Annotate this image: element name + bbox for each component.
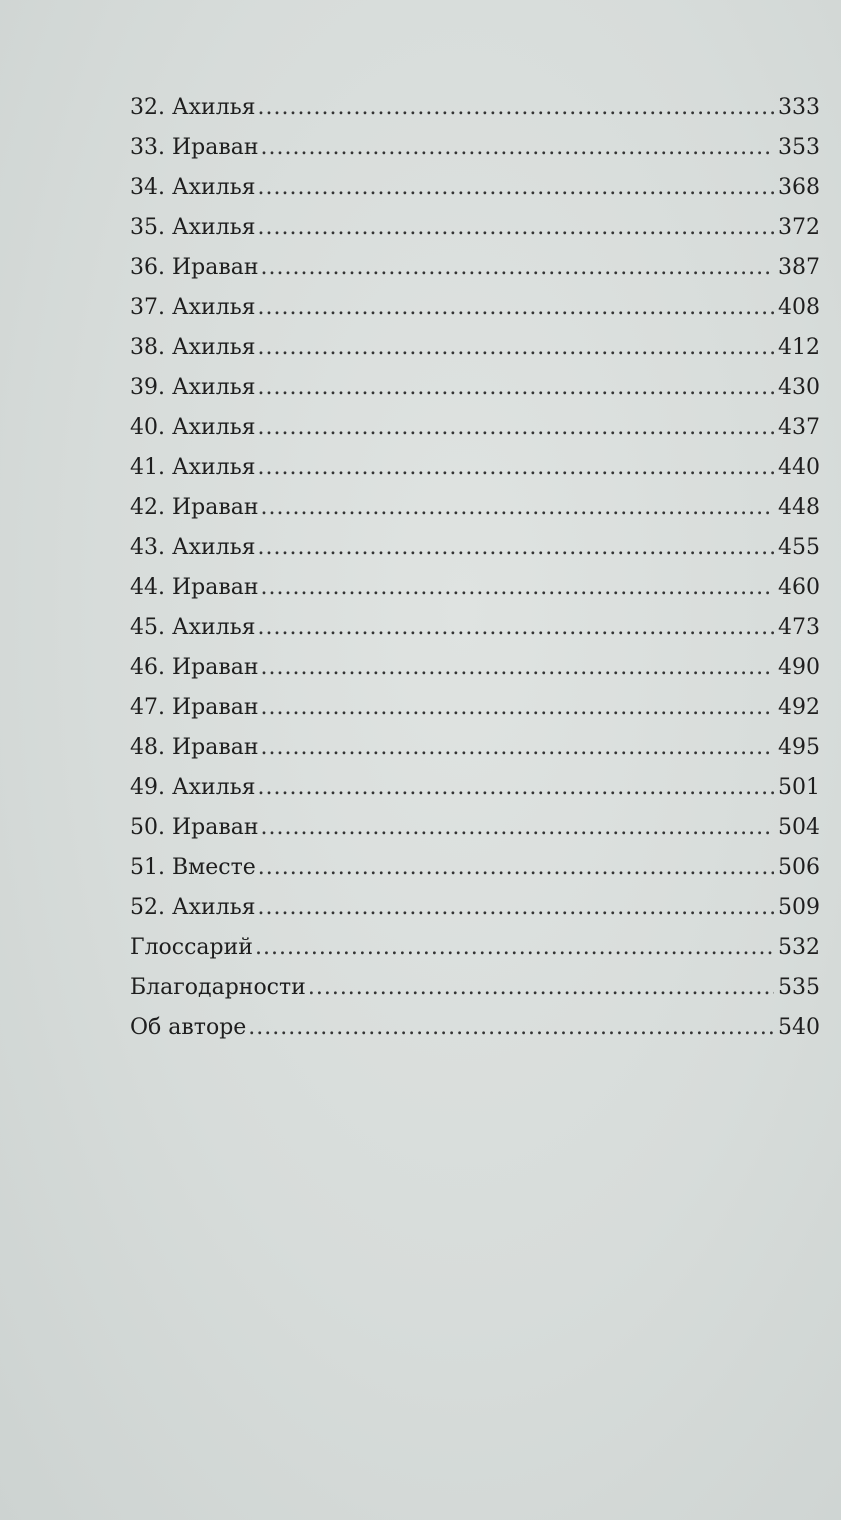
toc-entry-page: 501 — [778, 775, 820, 800]
toc-entry — [130, 408, 820, 448]
toc-entry — [130, 128, 820, 168]
toc-leader-dots — [258, 288, 774, 328]
toc-entry-page: 504 — [778, 815, 820, 840]
toc-leader-dots — [261, 248, 774, 288]
toc-entry-title: 38. Ахилья — [130, 335, 256, 360]
toc-entry-page: 387 — [778, 255, 820, 280]
toc-entry-title: 39. Ахилья — [130, 375, 256, 400]
toc-leader-dots — [308, 968, 774, 1008]
toc-entry-page: 473 — [778, 615, 820, 640]
table-of-contents — [130, 88, 820, 1048]
toc-entry — [130, 208, 820, 248]
toc-leader-dots — [258, 888, 774, 928]
toc-entry — [130, 368, 820, 408]
toc-entry — [130, 968, 820, 1008]
toc-leader-dots — [258, 208, 774, 248]
toc-entry — [130, 1008, 820, 1048]
toc-entry-page: 492 — [778, 695, 820, 720]
toc-entry-title: 33. Ираван — [130, 135, 259, 160]
toc-entry — [130, 88, 820, 128]
toc-entry — [130, 648, 820, 688]
toc-leader-dots — [258, 848, 774, 888]
toc-entry-title: 47. Ираван — [130, 695, 259, 720]
toc-entry — [130, 248, 820, 288]
toc-entry-page: 509 — [778, 895, 820, 920]
toc-leader-dots — [261, 568, 774, 608]
toc-entry-title: 41. Ахилья — [130, 455, 256, 480]
toc-entry-page: 408 — [778, 295, 820, 320]
toc-entry-page: 430 — [778, 375, 820, 400]
toc-entry-page: 448 — [778, 495, 820, 520]
toc-entry — [130, 728, 820, 768]
toc-leader-dots — [258, 768, 774, 808]
toc-entry-title: Об авторе — [130, 1015, 247, 1040]
toc-leader-dots — [258, 408, 774, 448]
toc-leader-dots — [255, 928, 774, 968]
toc-entry — [130, 528, 820, 568]
toc-entry — [130, 328, 820, 368]
toc-entry — [130, 848, 820, 888]
toc-entry-title: 46. Ираван — [130, 655, 259, 680]
toc-entry — [130, 808, 820, 848]
toc-leader-dots — [261, 808, 774, 848]
toc-leader-dots — [261, 728, 774, 768]
toc-entry-title: 51. Вместе — [130, 855, 256, 880]
toc-entry-title: 50. Ираван — [130, 815, 259, 840]
toc-entry-page: 460 — [778, 575, 820, 600]
toc-entry — [130, 688, 820, 728]
toc-entry-title: 36. Ираван — [130, 255, 259, 280]
toc-entry-title: 37. Ахилья — [130, 295, 256, 320]
toc-leader-dots — [258, 88, 774, 128]
toc-entry-title: 44. Ираван — [130, 575, 259, 600]
toc-entry-page: 532 — [778, 935, 820, 960]
toc-entry-title: 40. Ахилья — [130, 415, 256, 440]
toc-leader-dots — [248, 1008, 774, 1048]
toc-entry-page: 506 — [778, 855, 820, 880]
toc-entry-page: 333 — [778, 95, 820, 120]
toc-entry-title: Глоссарий — [130, 935, 253, 960]
toc-entry-page: 540 — [778, 1015, 820, 1040]
toc-entry-page: 535 — [778, 975, 820, 1000]
toc-entry-page: 455 — [778, 535, 820, 560]
toc-entry-page: 372 — [778, 215, 820, 240]
toc-entry-page: 495 — [778, 735, 820, 760]
toc-entry-title: 52. Ахилья — [130, 895, 256, 920]
toc-entry — [130, 768, 820, 808]
toc-entry — [130, 928, 820, 968]
toc-entry-page: 353 — [778, 135, 820, 160]
toc-entry-title: 45. Ахилья — [130, 615, 256, 640]
toc-leader-dots — [261, 128, 774, 168]
toc-entry — [130, 568, 820, 608]
toc-entry-page: 440 — [778, 455, 820, 480]
toc-entry-page: 412 — [778, 335, 820, 360]
toc-leader-dots — [258, 168, 774, 208]
toc-leader-dots — [258, 528, 774, 568]
toc-entry-title: 34. Ахилья — [130, 175, 256, 200]
toc-entry-page: 490 — [778, 655, 820, 680]
toc-entry-title: Благодарности — [130, 975, 306, 1000]
toc-entry — [130, 288, 820, 328]
toc-entry-page: 437 — [778, 415, 820, 440]
toc-entry — [130, 488, 820, 528]
toc-entry-title: 32. Ахилья — [130, 95, 256, 120]
toc-entry-title: 35. Ахилья — [130, 215, 256, 240]
toc-entry-title: 42. Ираван — [130, 495, 259, 520]
toc-entry — [130, 448, 820, 488]
toc-leader-dots — [258, 448, 774, 488]
toc-entry — [130, 168, 820, 208]
toc-leader-dots — [258, 608, 774, 648]
toc-leader-dots — [261, 688, 774, 728]
toc-leader-dots — [258, 328, 774, 368]
toc-leader-dots — [258, 368, 774, 408]
toc-leader-dots — [261, 648, 774, 688]
toc-entry-title: 49. Ахилья — [130, 775, 256, 800]
toc-leader-dots — [261, 488, 774, 528]
toc-entry-title: 48. Ираван — [130, 735, 259, 760]
toc-entry-page: 368 — [778, 175, 820, 200]
toc-entry — [130, 888, 820, 928]
toc-entry-title: 43. Ахилья — [130, 535, 256, 560]
toc-entry — [130, 608, 820, 648]
